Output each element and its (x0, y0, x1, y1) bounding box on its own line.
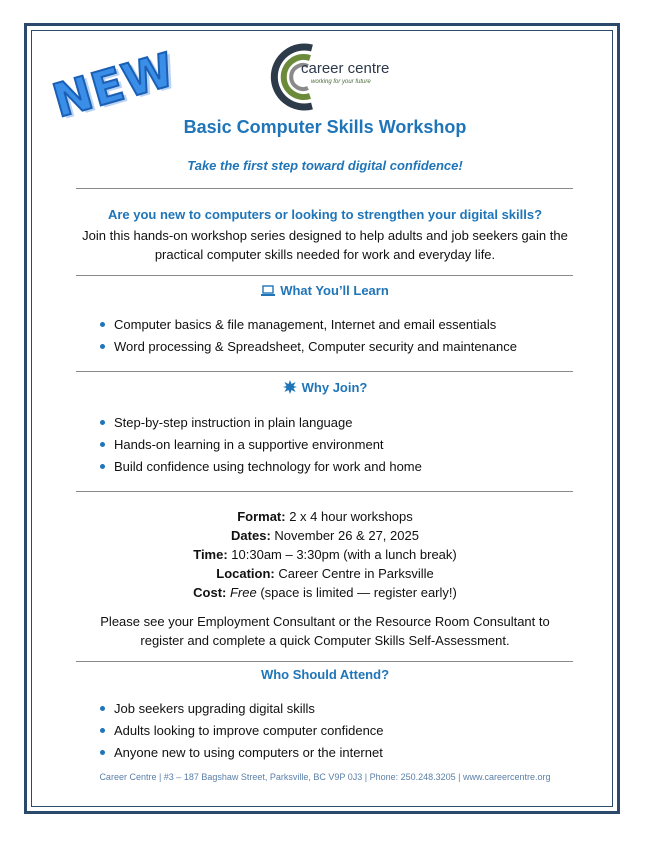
learn-list (96, 315, 517, 359)
list-item: Adults looking to improve computer confidence (96, 721, 384, 743)
time-label: Time: (193, 547, 228, 562)
divider (76, 275, 573, 276)
learn-heading (0, 283, 650, 298)
divider (76, 491, 573, 492)
why-heading (0, 380, 650, 395)
time-line (0, 545, 650, 564)
list-item: Build confidence using technology for work and home (96, 457, 422, 479)
why-heading-text: Why Join? (301, 380, 368, 395)
cost-note: (space is limited — register early!) (256, 585, 457, 600)
list-item: Anyone new to using computers or the internet (96, 743, 384, 765)
page-subtitle: Take the first step toward digital confidence! (187, 158, 463, 173)
location-value: Career Centre in Parksville (274, 566, 434, 581)
learn-heading-text: What You’ll Learn (280, 283, 389, 298)
location-line (0, 564, 650, 583)
dates-line (0, 526, 650, 545)
logo-name: career centre (301, 60, 390, 77)
laptop-icon (261, 285, 275, 297)
divider (76, 371, 573, 372)
dates-label: Dates: (231, 528, 271, 543)
list-item: Hands-on learning in a supportive environment (96, 435, 422, 457)
register-note: Please see your Employment Consultant or the Resource Room Consultant to register and complete a quick Computer Skills Self-Assessment. (100, 614, 550, 648)
divider (76, 661, 573, 662)
list-item: Word processing & Spreadsheet, Computer security and maintenance (96, 337, 517, 359)
page-title: Basic Computer Skills Workshop (183, 117, 467, 137)
divider (76, 188, 573, 189)
intro-body: Join this hands-on workshop series designed to help adults and job seekers gain the practical computer skills needed for work and everyday life. (82, 228, 568, 262)
list-item: Step-by-step instruction in plain language (96, 413, 422, 435)
dates-value: November 26 & 27, 2025 (270, 528, 419, 543)
format-line (0, 507, 650, 526)
career-centre-logo-icon (266, 42, 386, 112)
intro-question: Are you new to computers or looking to strengthen your digital skills? (107, 207, 543, 222)
format-value: 2 x 4 hour workshops (285, 509, 413, 524)
time-value: 10:30am – 3:30pm (with a lunch break) (227, 547, 457, 562)
cost-free: Free (229, 585, 257, 600)
why-list (96, 413, 422, 479)
cost-label: Cost: (193, 585, 227, 600)
format-label: Format: (237, 509, 286, 524)
new-badge: NEW (46, 42, 181, 128)
list-item: Computer basics & file management, Internet and email essentials (96, 315, 517, 337)
starburst-icon (283, 380, 297, 394)
footer-contact: Career Centre | #3 – 187 Bagshaw Street, Parksville, BC V9P 0J3 | Phone: 250.248.3205 | www.careercentre.org (99, 772, 551, 782)
attend-heading: Who Should Attend? (260, 667, 390, 682)
workshop-details (0, 507, 650, 602)
logo-tagline: working for your future (311, 79, 371, 85)
location-label: Location: (216, 566, 275, 581)
list-item: Job seekers upgrading digital skills (96, 699, 384, 721)
attend-list (96, 699, 384, 765)
cost-line (0, 583, 650, 602)
